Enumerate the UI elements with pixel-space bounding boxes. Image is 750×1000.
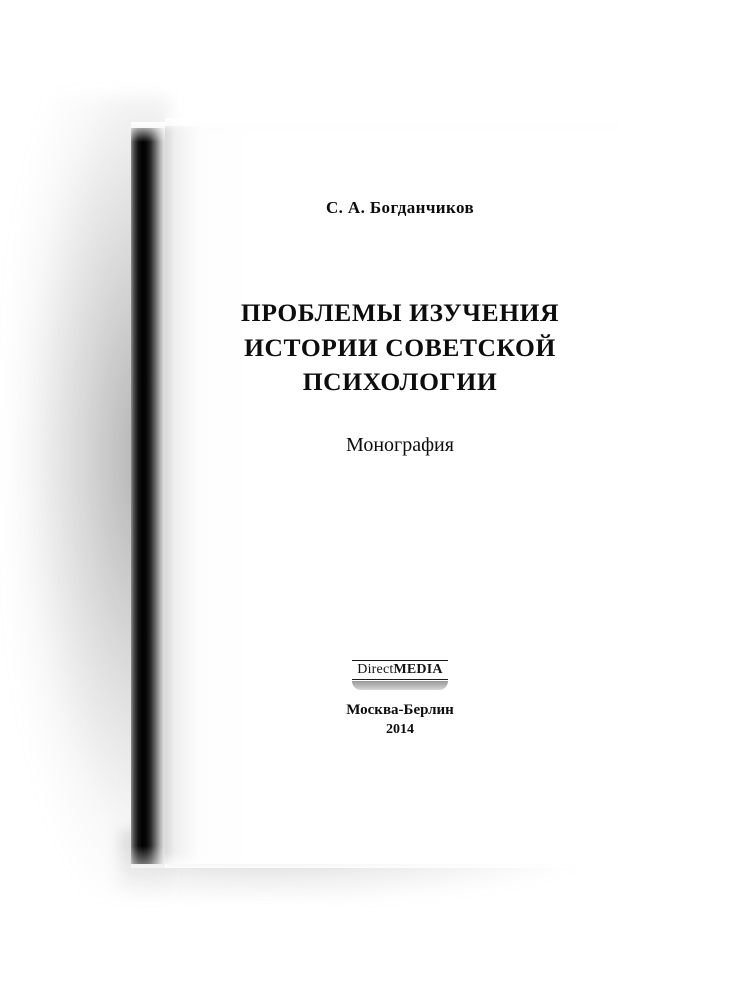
logo-wordmark bbox=[352, 662, 448, 678]
book-subtitle: Монография bbox=[346, 434, 454, 457]
book-spine-bottom-highlight bbox=[131, 846, 167, 868]
book-title-line-2: ИСТОРИИ СОВЕТСКОЙ bbox=[244, 332, 556, 362]
book-title bbox=[200, 296, 600, 400]
publication-year: 2014 bbox=[386, 722, 414, 737]
author-name: С. А. Богданчиков bbox=[325, 198, 475, 217]
logo-swoosh-shape bbox=[352, 681, 448, 690]
publisher-imprint bbox=[200, 658, 600, 738]
logo-wordmark-suffix: MEDIA bbox=[393, 662, 443, 677]
book-title-line-3: ПСИХОЛОГИИ bbox=[302, 367, 498, 397]
page-bottom-edge bbox=[165, 852, 621, 868]
logo-wordmark-prefix: Direct bbox=[357, 662, 394, 677]
directmedia-logo bbox=[348, 658, 452, 693]
book-spine-top-highlight bbox=[131, 122, 167, 142]
page-top-edge bbox=[165, 118, 621, 134]
book-title-line-1: ПРОБЛЕМЫ ИЗУЧЕНИЯ bbox=[240, 298, 560, 327]
logo-rule-top bbox=[352, 660, 448, 661]
publisher-city: Москва-Берлин bbox=[346, 702, 454, 718]
title-page-content bbox=[200, 150, 600, 840]
book-spine bbox=[131, 128, 167, 864]
logo-rule-bottom bbox=[352, 679, 448, 680]
